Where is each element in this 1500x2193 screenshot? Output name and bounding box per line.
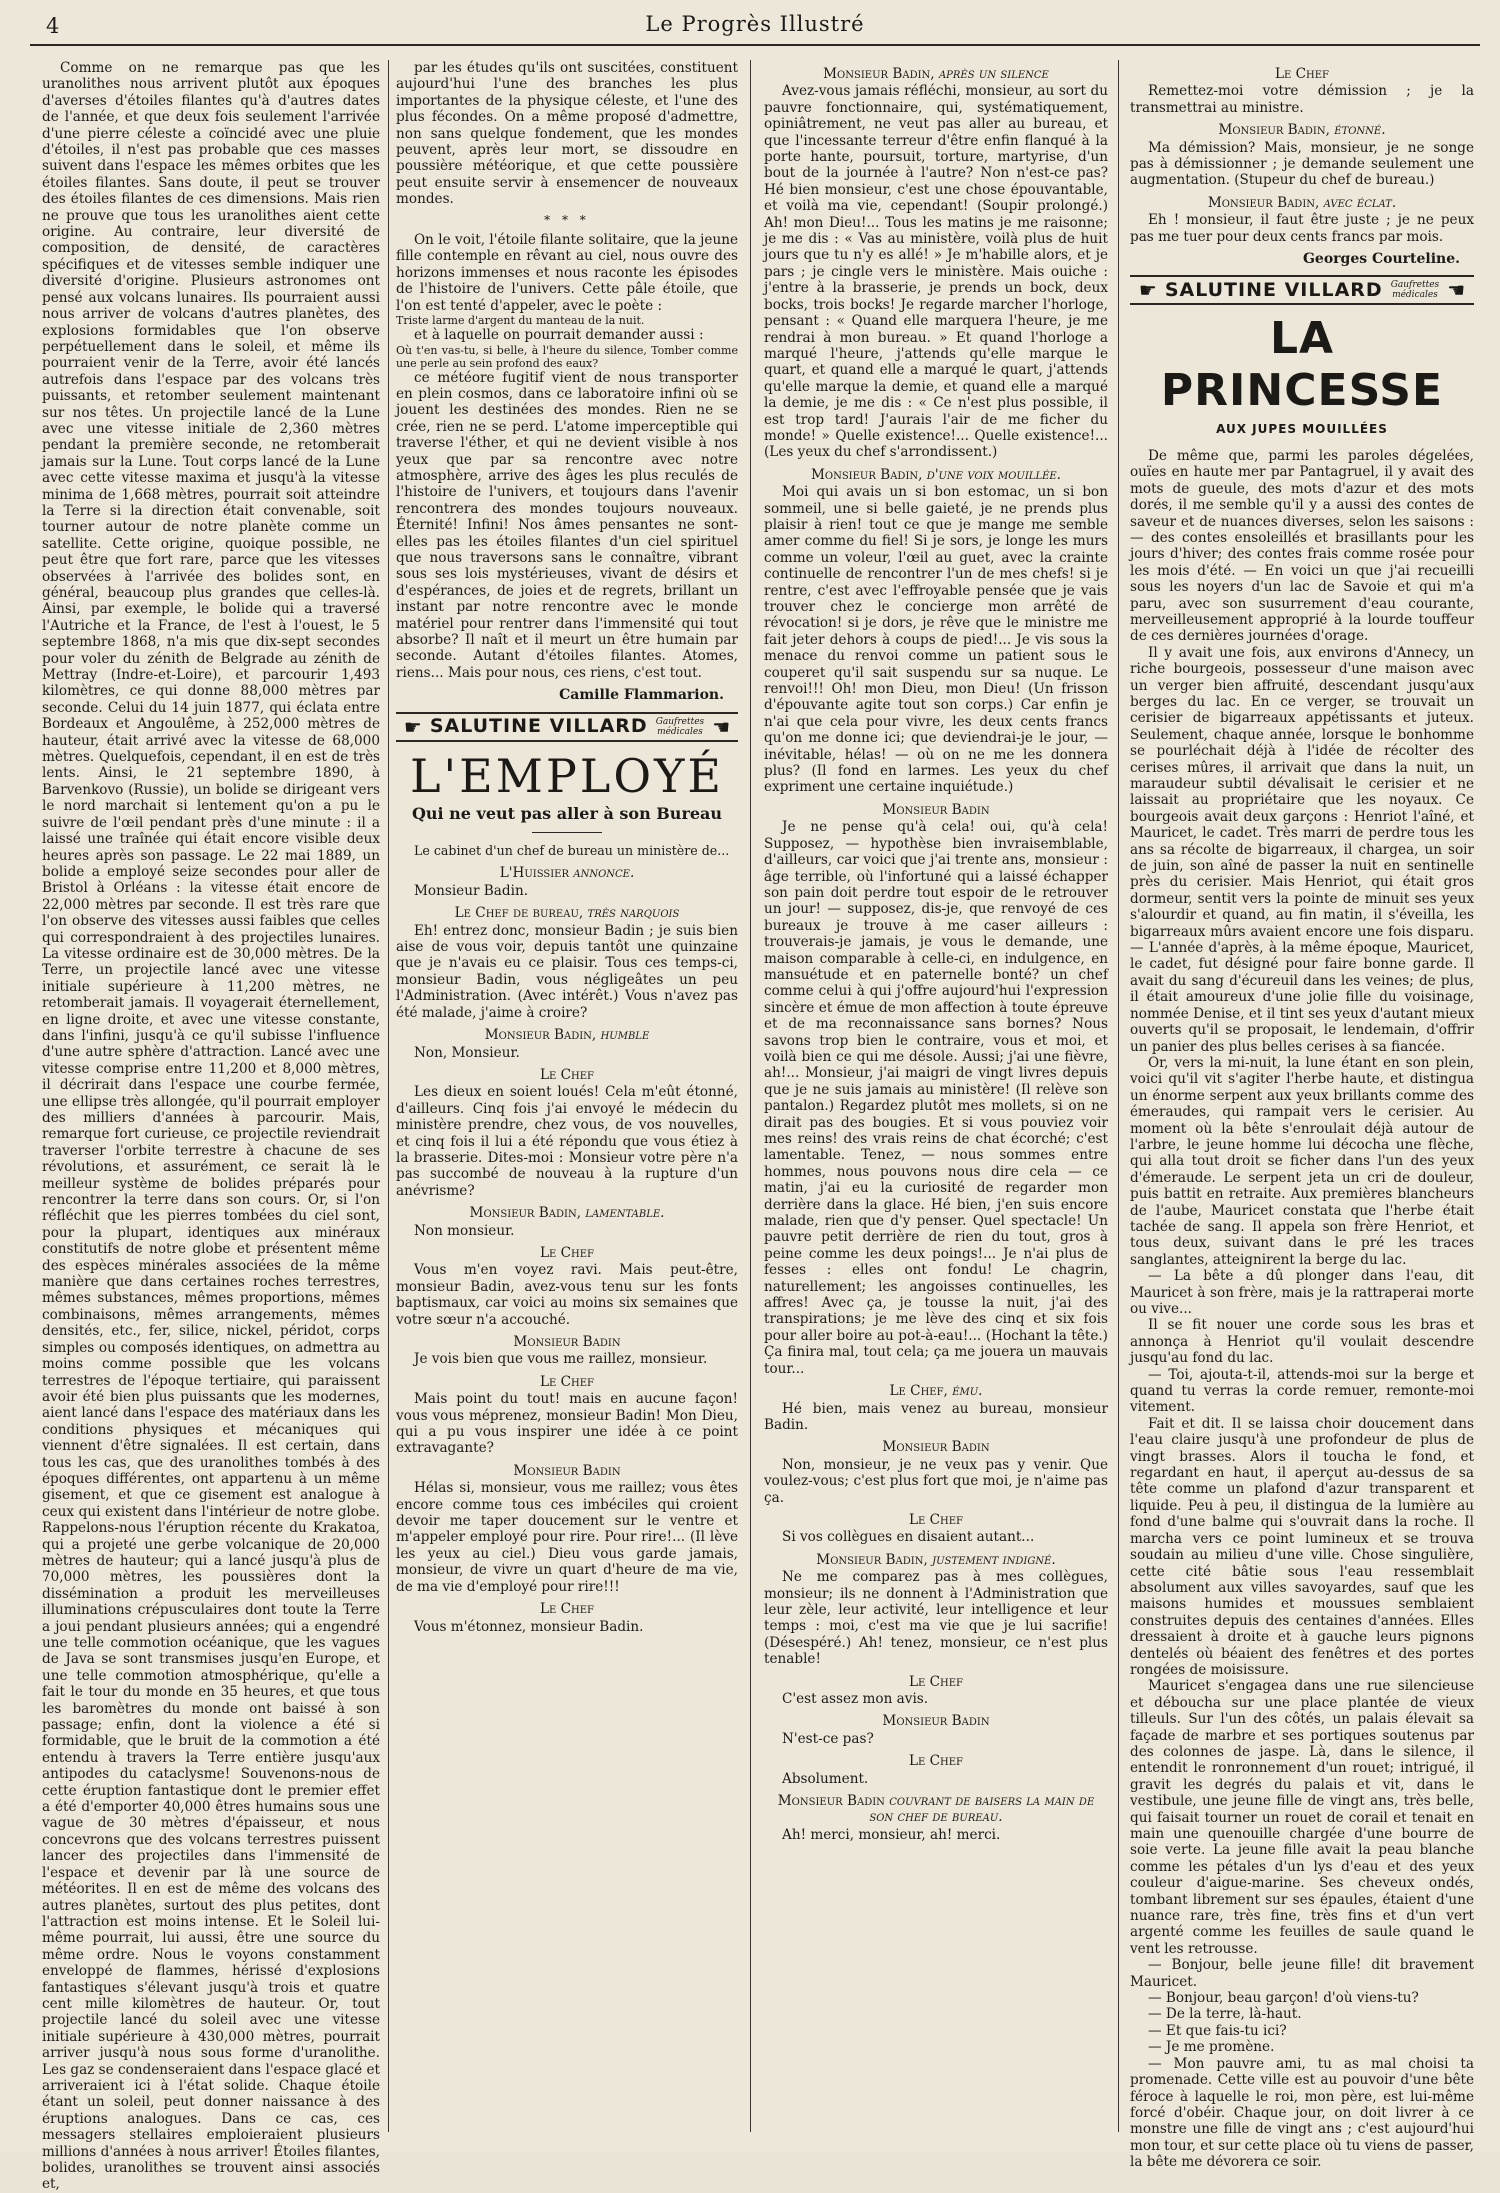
speaker-name xyxy=(764,802,1108,818)
dialogue xyxy=(764,66,1108,1843)
article-body: par les études qu'ils ont suscitées, constituent aujourd'hui l'une des branches les plus importantes de la physique céleste, et l'une des plus fécondes. On a même proposé d'admettre, non sans quelque fondement, que les mondes peuvent, après leur mort, se dissoudre en poussière météorique, et que cette poussière peut ensuite servir à ensemencer de nouveaux mondes. xyxy=(396,60,738,208)
speech-text: Monsieur Badin. xyxy=(414,882,529,899)
speech-text: Si vos collègues en disaient autant... xyxy=(782,1529,1035,1546)
stage-direction: ému. xyxy=(952,1383,983,1400)
speaker-name xyxy=(1130,122,1474,138)
paragraph: Mauricet s'engagea dans une rue silencieuse et déboucha sur une place plantée de vieux tilleuls. Sur l'un des côtés, un palais élevait sa façade de marbre et ses portiques soutenus par des colonnes de jaspe. Là, dans le silence, il entendit le ronronnement d'un rouet; intrigué, il gravit les degrés du palais et vit, dans le vestibule, une jeune fille de vingt ans, très belle, qui faisait tourner un rouet de corail et tenait en main une quenouille chargée d'une bourre de soie verte. La jeune fille avait la peau blanche comme les pétales d'un lys d'eau et des yeux couleur d'aigue-marine. Ses cheveux ondés, tombant librement sur ses épaules, étaient d'une nuance rare, très fine, très fins et d'un vert argenté comme les feuilles de saule quand le vent les retrousse. xyxy=(1130,1678,1474,1957)
stage-direction: très narquois xyxy=(587,905,680,922)
speech-text: Absolument. xyxy=(782,1770,869,1787)
paragraph: Fait et dit. Il se laissa choir doucement dans l'eau claire jusqu'à une profondeur de plus de vingt brasses. Alors il toucha le fond, et regardant en haut, il aperçut au-dessus de sa tête comme un plafond d'azur transparent et liquide. Peu à peu, il distingua de la lumière au fond d'une balme qui s'ouvrait dans la roche. Il marcha vers ce point lumineux et se trouva soudain au milieu d'une ville. Chose singulière, cette cité bâtie sous l'eau ressemblait absolument aux villes savoyardes, sauf que les maisons humides et moussues semblaient construites depuis des centaines d'années. Elles dressaient à droite et à gauche leurs pignons dentelés où béaient des fenêtres et des portes rongées de moisissure. xyxy=(1130,1415,1474,1678)
dialogue xyxy=(1130,66,1474,245)
speech-text: Remettez-moi votre démission ; je la transmettrai au ministre. xyxy=(1130,83,1474,116)
stage-direction: d'une voix mouillée. xyxy=(926,466,1062,483)
speech-text: Hé bien, mais venez au bureau, monsieur Badin. xyxy=(764,1400,1108,1433)
article-body: et à laquelle on pourrait demander aussi : xyxy=(414,327,704,344)
speaker-label: Monsieur Badin, xyxy=(823,66,935,82)
paragraph: Il se fit nouer une corde sous les bras et annonça à Henriot qu'il voulait descendre jusqu'au fond du lac. xyxy=(1130,1317,1474,1367)
speaker-name xyxy=(1130,195,1474,211)
speaker-label: Le Chef xyxy=(908,1673,963,1690)
pointing-hand-icon: ☛ xyxy=(403,714,422,739)
paragraph: — La bête a dû plonger dans l'eau, dit Mauricet à son frère, mais je la rattraperai morte ou vive... xyxy=(1130,1268,1474,1317)
speech-text: Non, monsieur, je ne veux pas y venir. Que voulez-vous; c'est plus fort que moi, je n'aime pas ça. xyxy=(764,1456,1108,1506)
paragraph: — Bonjour, belle jeune fille! dit bravement Mauricet. xyxy=(1130,1957,1474,1990)
speaker-label: Monsieur Badin xyxy=(513,1462,621,1479)
speaker-name xyxy=(764,1713,1108,1729)
article-title: L'EMPLOYÉ xyxy=(409,748,725,803)
ad-subtitle-line: médicales xyxy=(1392,290,1438,301)
speaker-label: Monsieur Badin, xyxy=(810,466,923,483)
stage-direction: annonce. xyxy=(573,865,635,882)
article-subtitle: AUX JUPES MOUILLÉES xyxy=(1216,422,1388,437)
speaker-name xyxy=(764,1674,1108,1690)
speaker-name xyxy=(764,1439,1108,1455)
stage-direction: avec éclat. xyxy=(1323,194,1397,211)
speaker-name xyxy=(396,1205,738,1221)
speech-text: Vous m'étonnez, monsieur Badin. xyxy=(414,1618,644,1635)
speaker-label: Monsieur Badin, xyxy=(484,1027,597,1044)
dialogue xyxy=(396,865,738,1634)
speech-text: Vous m'en voyez ravi. Mais peut-être, monsieur Badin, avez-vous tenu sur les fonts baptismaux, car voici au moins six semaines que votre sœur n'a accouché. xyxy=(396,1262,738,1328)
speaker-label: Monsieur Badin, xyxy=(816,1551,928,1568)
paragraph: — Toi, ajouta-t-il, attends-moi sur la berge et quand tu verras la corde remuer, remonte-moi vitement. xyxy=(1130,1366,1474,1416)
speaker-name xyxy=(396,1245,738,1261)
signature: Camille Flammarion. xyxy=(559,687,724,704)
speech-text: Les dieux en soient loués! Cela m'eût étonné, d'ailleurs. Cinq fois j'ai envoyé le médecin du ministère prendre, chez vous, de vos nouvelles, et cinq fois il lui a été répondu que vous étiez à la brasserie. Dites-moi : Monsieur votre père n'a pas succombé de nouveau à la rupture d'un anévrisme? xyxy=(396,1084,738,1199)
speaker-name xyxy=(764,1512,1108,1528)
article-body: On le voit, l'étoile filante solitaire, que la jeune fille contemple en rêvant au ciel, nous ouvre des horizons immenses et nous raconte les épisodes de l'histoire de l'univers. Cette pâle étoile, que l'on est tenté d'appeler, avec le poète : xyxy=(396,232,738,314)
speech-text: Avez-vous jamais réfléchi, monsieur, au sort du pauvre fonctionnaire, qui, systématiquement, opiniâtrement, ne veut pas aller au bureau, et que l'incessante terreur d'être enfin flanqué à la porte hante, poursuit, torture, martyrise, d'un bout de la journée à l'autre? Non n'est-ce pas? Hé bien monsieur, c'est une chose épouvantable, et voilà ma vie, cependant! (Soupir prolongé.) Ah! mon Dieu!... Tous les matins je me raisonne; je me dis : « Vas au ministère, voilà plus de huit jours que tu n'y es allé! » Je m'habille alors, et je pars ; je cingle vers le ministère. Mais ouiche : j'entre à la brasserie, je prends un bock, deux bocks, trois bocks! Je regarde marcher l'horloge, pensant : « Quand elle marquera l'heure, je me rendrai à mon bureau. » Et quand l'horloge a marqué l'heure, j'attends qu'elle marque le quart, et quand elle a marqué le quart, j'attends qu'elle marque la demie, et quand elle a marqué la demie, je me dis : « Ce n'est plus possible, il est trop tard! J'aurais l'air de me ficher du monde! » Quelle existence!... Quelle existence!... (Les yeux du chef s'arrondissent.) xyxy=(764,83,1108,461)
column-1 xyxy=(42,60,380,2193)
speech-text: C'est assez mon avis. xyxy=(782,1691,929,1707)
speaker-label: Le Chef xyxy=(1274,66,1329,82)
speaker-label: Monsieur Badin, xyxy=(1207,194,1320,211)
speech-text: Je vois bien que vous me raillez, monsieur. xyxy=(414,1351,708,1368)
article-title: LA PRINCESSE xyxy=(1160,313,1444,417)
stage-direction: lamentable. xyxy=(585,1205,665,1222)
speech-text: Mais point du tout! mais en aucune façon! vous vous méprenez, monsieur Badin! Mon Dieu, qui a pu vous inspirer une idée à ce point extravagante? xyxy=(396,1391,738,1457)
speaker-label: Le Chef xyxy=(539,1373,594,1390)
speech-text: Ma démission? Mais, monsieur, je ne songe pas à démissionner ; je demande seulement une augmentation. (Stupeur du chef de bureau.) xyxy=(1130,139,1474,189)
pointing-hand-icon: ☛ xyxy=(1138,278,1157,303)
speech-text: Eh! entrez donc, monsieur Badin ; je suis bien aise de vous voir, depuis tantôt une quinzaine que je n'avais eu ce plaisir. Tous ces temps-ci, monsieur Badin, vous négligeâtes un peu l'Administration. (Avec intérêt.) Vous n'avez pas été malade, j'aime à croire? xyxy=(396,922,738,1021)
paragraph: Or, vers la mi-nuit, la lune étant en son plein, voici qu'il vit s'agiter l'herbe haute, et distingua un énorme serpent aux yeux brillants comme des émeraudes, qui rampait vers le cerisier. Au moment où la bête s'enroulait déjà autour de l'arbre, le jeune homme lui décocha une flèche, qui alla tout droit se ficher dans l'un des yeux d'émeraude. Le serpent jeta un cri de douleur, puis battit en retraite. Aux premières blancheurs de l'aube, Mauricet constata que l'herbe était tachée de sang. Il appela son frère Henriot, et tous deux, suivant dans le pré les traces sanglantes, atteignirent la berge du lac. xyxy=(1130,1054,1474,1268)
speech-text: N'est-ce pas? xyxy=(782,1730,874,1747)
pointing-hand-icon: ☚ xyxy=(1447,278,1466,303)
column-rule xyxy=(1118,60,1119,2132)
speaker-name xyxy=(396,865,738,881)
advertisement-banner xyxy=(396,712,738,742)
speaker-label: Monsieur Badin xyxy=(882,801,990,818)
speaker-label: Le Chef de bureau, xyxy=(454,905,584,922)
advertisement-banner xyxy=(1130,275,1474,305)
speech-text: Eh ! monsieur, il faut être juste ; je ne peux pas me tuer pour deux cents francs par mois. xyxy=(1130,212,1474,245)
paragraph: De même que, parmi les paroles dégelées, ouïes en haute mer par Pantagruel, il y avait des mots de gueule, des mots d'azur et des mots dorés, il me semble qu'il y a aussi des contes de saveur et de nuances diverses, selon les saisons : — des contes ensoleillés et brasillants pour les jours d'hiver; des contes frais comme rosée pour les mois d'été. — En voici un que j'ai recueilli sous les noyers d'un lac de Savoie et qui m'a paru, avec son susurrement d'eau courante, merveilleusement approprié à la lourde touffeur de ces dernières journées d'orage. xyxy=(1130,447,1474,645)
speaker-name xyxy=(764,1552,1108,1568)
paragraph: — Mon pauvre ami, tu as mal choisi ta promenade. Cette ville est au pouvoir d'une bête féroce à laquelle le roi, mon père, est lui-même forcé d'obéir. Chaque jour, on doit livrer à ce monstre une fille de vingt ans ; c'est aujourd'hui mon tour, et sur cette place où tu viens de passer, la bête me dévorera ce soir. xyxy=(1130,2055,1474,2171)
speaker-label: Monsieur Badin, xyxy=(469,1205,582,1222)
speaker-label: Le Chef xyxy=(539,1066,594,1083)
speech-text: Moi qui avais un si bon estomac, un si bon sommeil, une si belle gaieté, je ne prends plus plaisir à rien! tout ce que je mange me semble amer comme du fiel! Si je sors, je longe les murs comme un voleur, l'œil au guet, avec la crainte continuelle de rencontrer l'un de mes chefs! si je rentre, c'est avec l'effroyable pensée que je vais trouver chez le concierge mon arrêté de révocation! si je dors, je rêve que le ministre me fait jeter dehors à coups de pied!... Je vis sous la menace du renvoi comme un patient sous le couperet qu'il sait suspendu sur sa nuque. Le renvoi!!! Oh! mon Dieu, mon Dieu! (Un frisson d'épouvante agite tout son corps.) Car enfin je n'ai que cela pour vivre, les deux cents francs qu'on me donne ici; que deviendrai-je le jour, — inévitable, hélas! — où on ne me les donnera plus? (Il fond en larmes. Les yeux du chef expriment une certaine inquiétude.) xyxy=(764,484,1108,796)
paragraph: — Bonjour, beau garçon! d'où viens-tu? xyxy=(1148,1990,1419,2007)
article-body xyxy=(1130,448,1474,2171)
column-4 xyxy=(1130,60,1474,2171)
column-rule xyxy=(388,60,389,2132)
divider xyxy=(532,832,602,833)
stage-direction: après un silence xyxy=(938,66,1049,82)
speaker-name xyxy=(764,1793,1108,1826)
speaker-label: Monsieur Badin xyxy=(513,1334,621,1350)
stage-direction: étonné. xyxy=(1334,122,1386,139)
separator: * * * xyxy=(544,212,590,227)
ad-subtitle-line: Gaufrettes xyxy=(1390,280,1440,291)
speaker-name xyxy=(396,905,738,921)
paragraph: — Je me promène. xyxy=(1148,2039,1275,2056)
speech-text: Non, Monsieur. xyxy=(414,1044,520,1061)
paragraph: Il y avait une fois, aux environs d'Annecy, un riche bourgeois, possesseur d'une maison avec un verger bien affruité, descendant jusqu'aux berges du lac. En ce verger, se trouvait un cerisier de bigarreaux appétissants et juteux. Seulement, chaque année, lorsque le bonhomme se pourléchait déjà à l'idée de récolter des cerises mûres, il arrivait que dans la nuit, un maraudeur subtil dévalisait le cerisier et ne laissait au propriétaire que les noyaux. Ce bourgeois avait deux garçons : Henriot l'aîné, et Mauricet, le cadet. Très marri de perdre tous les ans sa récolte de bigarreaux, il chargea, un soir de juin, son aîné de passer la nuit en sentinelle près du cerisier. Mais Henriot, qui était gros dormeur, sentit vers la pointe de minuit ses yeux s'alourdir et quand, au fin matin, il s'éveilla, les bigarreaux mûrs avaient encore une fois disparu. — L'année d'après, à la même époque, Mauricet, le cadet, fut désigné pour faire bonne garde. Il avait du sang d'écureuil dans les veines; de plus, il était amoureux d'une jolie fille du voisinage, nommée Denise, et il tint ses yeux d'autant mieux ouverts qu'il se proposait, le lendemain, d'offrir un panier des plus belles cerises à sa fiancée. xyxy=(1130,644,1474,1055)
speaker-label: Monsieur Badin xyxy=(777,1793,885,1810)
column-rule xyxy=(750,60,751,2132)
speaker-name xyxy=(396,1027,738,1043)
column-3 xyxy=(764,60,1108,2138)
speaker-label: Le Chef xyxy=(908,1511,963,1528)
speech-text: Ah! merci, monsieur, ah! merci. xyxy=(782,1826,1001,1843)
article-body: Comme on ne remarque pas que les uranolithes nous arrivent plutôt aux époques d'averses d'étoiles filantes qu'à d'autres dates de l'année, et que deux fois seulement l'arrivée d'une pierre céleste a coïncidé avec une pluie d'étoiles, il n'est pas probable que ces masses suivent dans l'espace les mêmes orbites que les étoiles filantes. Sans doute, il peut se trouver des étoiles filantes de ces dimensions. Mais rien ne prouve que tous les uranolithes aient cette origine. Au contraire, leur diversité de composition, de densité, de caractères spécifiques et de vitesses semble indiquer une diversité d'origine. Plusieurs astronomes ont pensé aux volcans lunaires. Ils pourraient aussi nous arriver de volcans d'autres planètes, des explosions formidables que l'on observe perpétuellement dans le soleil, et même ils pourraient venir de la Terre, avoir été lancés autrefois dans l'espace par des volcans très puissants, et retomber seulement maintenant sur nos têtes. Un projectile lancé de la Lune avec une vitesse initiale de 2,360 mètres pendant la première seconde, ne retomberait jamais sur la Lune. Tout corps lancé de la Lune avec cette vitesse maxima et jusqu'à la vitesse minima de 1,668 mètres, pourrait soit atteindre la Terre si la direction était convenable, soit tourner autour de notre planète comme un satellite. Cette origine, quoique possible, ne peut être que fort rare, parce que les vitesses observées à l'arrivée des bolides sont, en général, beaucoup plus grandes que celles-là. Ainsi, par exemple, le bolide qui a traversé l'Autriche et la France, de l'est à l'ouest, le 5 septembre 1868, n'a mis que dix-sept secondes pour voler du zénith de Belgrade au zénith de Mettray (Indre-et-Loire), et parcourir 1,493 kilomètres, ce qui donne 88,000 mètres par seconde. Celui du 14 juin 1877, qui éclata entre Bordeaux et Angoulême, à 252,000 mètres de hauteur, était arrivé avec la vitesse de 68,000 mètres. Quelquefois, cependant, il en est de très lents. Ainsi, le 21 septembre 1890, à Barvenkovo (Russie), un bolide se dirigeant vers le nord marchait si lentement qu'on a pu le suivre de l'œil pendant près d'une minute : il a laissé une traînée qui était encore visible deux heures après son passage. Le 22 mai 1889, un bolide a employé seize secondes pour aller de Bristol à Orléans : la vitesse était encore de 22,000 mètres par seconde. Il est très rare que l'on observe des vitesses aussi faibles que celles qui correspondraient à des projectiles lunaires. La vitesse ordinaire est de 30,000 mètres. De la Terre, un projectile lancé avec une vitesse initiale supérieure à 11,200 mètres, ne retomberait jamais. Il voyagerait éternellement, en ligne droite, et avec une vitesse constante, dans l'infini, jusqu'à ce qu'il subisse l'influence d'une autre sphère d'attraction. Lancé avec une vitesse comprise entre 11,200 et 8,000 mètres, il décrirait dans l'espace une courbe fermée, une ellipse très allongée, qu'il pourrait employer des milliers d'années à parcourir. Mais, remarque fort curieuse, ce projectile reviendrait traverser l'orbite terrestre à chacune de ses révolutions, et assurément, ce serait là le meilleur système de bolides préparés pour rencontrer la terre dans son cours. Or, si l'on réfléchit que les pierres tombées du ciel sont, pour la plupart, identiques aux minéraux constitutifs de notre globe et présentent même des espèces minérales associées de la même manière que dans certaines roches terrestres, mêmes substances, mêmes proportions, mêmes combinaisons, mêmes arrangements, mêmes densités, etc., fer, silice, nickel, péridot, corps simples ou composés identiques, on admettra au moins comme possible que les volcans terrestres de l'époque tertiaire, qui paraissent avoir été bien plus puissants que les modernes, aient lancé dans l'espace des matériaux dans les conditions physiques et mécaniques qui viennent d'être signalées. Il est certain, dans tous les cas, que des uranolithes tombés à des époques différentes, ont appartenu à un même gisement, et que ce gisement est analogue à ceux qui existent dans l'intérieur de notre globe. Rappelons-nous l'éruption récente du Krakatoa, qui a projeté une gerbe volcanique de 20,000 mètres de hauteur; qui a lancé jusqu'à plus de 70,000 mètres, les poussières dont la dissémination a produit les merveilleuses illuminations crépusculaires dont toute la Terre a joui pendant plusieurs années; qui a engendré une telle commotion océanique, que les vagues de Java se sont transmises jusqu'en Europe, et une telle commotion atmosphérique, qu'elle a fait le tour du monde en 35 heures, et que tous les baromètres du monde ont baissé à son passage; enfin, dont la violence a été si formidable, que le bruit de la commotion a été entendu à travers la Terre entière jusqu'aux antipodes du cataclysme! Souvenons-nous de cette éruption fantastique dont le premier effet a été d'emporter 40,000 êtres humains sous une vague de 30 mètres d'épaisseur, et nous concevrons que des volcans terrestres puissent lancer des projectiles dans l'immensité de l'espace et devenir par là une source de météorites. Il en est de même des volcans des autres planètes, surtout des plus petites, dont l'attraction est moins intense. Et le Soleil lui-même pourrait, lui aussi, être une source du même ordre. Nous le voyons constamment enveloppé de flammes, hérissé d'explosions fantastiques s'élevant jusqu'à trois et quatre cent mille kilomètres de hauteur. Or, tout projectile lancé du soleil avec une vitesse initiale supérieure à 430,000 mètres, pourrait arriver jusqu'à nous sous forme d'uranolithe. Les gaz se condenseraient dans l'espace glacé et arriveraient ici à l'état solide. Chaque étoile étant un soleil, peut donner naissance à des éruptions analogues. Dans ce cas, ces messagers stellaires emploieraient plusieurs millions d'années à nous arriver! Étoiles filantes, bolides, uranolithes se trouvent ainsi associés et, xyxy=(42,60,380,2193)
ad-brand: SALUTINE VILLARD xyxy=(429,715,648,738)
speaker-name xyxy=(764,66,1108,82)
stage-direction: humble xyxy=(600,1027,650,1044)
speaker-name xyxy=(396,1374,738,1390)
verse: Où t'en vas-tu, si belle, à l'heure du silence, Tomber comme une perle au sein profond des eaux? xyxy=(396,343,738,370)
ad-subtitle xyxy=(656,717,705,737)
speaker-label: Monsieur Badin, xyxy=(1218,122,1330,139)
speaker-label: L'Huissier xyxy=(499,865,570,882)
speaker-label: Monsieur Badin xyxy=(882,1713,990,1730)
speaker-label: Le Chef xyxy=(539,1601,594,1618)
journal-title: Le Progrès Illustré xyxy=(645,12,865,36)
speaker-name xyxy=(396,1463,738,1479)
ad-brand: SALUTINE VILLARD xyxy=(1164,279,1383,302)
page-number: 4 xyxy=(46,14,60,38)
signature: Georges Courteline. xyxy=(1302,251,1460,268)
article-subtitle: Qui ne veut pas aller à son Bureau xyxy=(411,803,723,823)
speaker-name xyxy=(764,467,1108,483)
stage-direction: justement indigné. xyxy=(932,1551,1056,1568)
speaker-name xyxy=(396,1067,738,1083)
stage-direction: couvrant de baisers la main de son chef de bureau. xyxy=(869,1793,1095,1826)
verse: Triste larme d'argent du manteau de la nuit. xyxy=(396,314,645,328)
speaker-name xyxy=(764,1753,1108,1769)
speech-text: Ne me comparez pas à mes collègues, monsieur; ils ne donnent à l'Administration que leur zèle, leur activité, leur intelligence et leur temps : moi, c'est ma vie que je lui sacrifie! (Désespéré.) Ah! tenez, monsieur, ce n'est plus tenable! xyxy=(764,1569,1108,1668)
ad-subtitle-line: médicales xyxy=(657,726,703,737)
speaker-name xyxy=(396,1601,738,1617)
pointing-hand-icon: ☚ xyxy=(712,714,731,739)
speaker-label: Le Chef xyxy=(539,1244,594,1261)
stage-direction: Le cabinet d'un chef de bureau un ministère de... xyxy=(414,843,730,859)
speaker-name xyxy=(1130,66,1474,82)
column-2 xyxy=(396,60,738,2138)
article-body: ce météore fugitif vient de nous transporter en plein cosmos, dans ce laboratoire infini où se jouent les destinées des mondes. Rien ne se crée, rien ne se perd. L'atome imperceptible qui traverse l'éther, et qui ne devient visible à nos yeux que par sa rencontre avec notre atmosphère, arrive des âges les plus reculés de l'histoire de l'univers, et toujours dans l'avenir rencontrera des mondes toujours nouveaux. Éternité! Infini! Nos âmes pensantes ne sont-elles pas les étoiles filantes d'un ciel spirituel que nous traversons sans le connaître, vibrant sous ses lois mystérieuses, vivant de désirs et d'espérances, de joies et de regrets, brillant un instant par notre rencontre avec le monde matériel pour rentrer dans l'immensité qui tout absorbe? Il naît et il meurt un être humain par seconde. Autant d'étoiles filantes. Atomes, riens... Mais pour nous, ces riens, c'est tout. xyxy=(396,369,738,681)
speaker-name xyxy=(396,1334,738,1350)
ad-subtitle xyxy=(1391,280,1440,300)
page-header xyxy=(30,8,1480,46)
paragraph: — De la terre, là-haut. xyxy=(1148,2006,1302,2023)
speech-text: Non monsieur. xyxy=(414,1222,515,1239)
speech-text: Je ne pense qu'à cela! oui, qu'à cela! Supposez, — hypothèse bien invraisemblable, d'ailleurs, car voici que j'ai trente ans, monsieur : âge terrible, où l'infortuné qui a laissé échapper son pain doit perdre tout espoir de le retrouver un jour! — supposez, dis-je, que renvoyé de ces bureaux je trouve à me caser ailleurs : trouverais-je jamais, je vous le demande, une maison comparable à celle-ci, en indulgence, en mansuétude et en paternelle bonté? un chef comme celui à qui j'offre aujourd'hui l'expression sincère et émue de mon affection à toute épreuve et de ma reconnaissance sans bornes? Nous savons trop bien le contraire, vous et moi, et voilà bien ce qui me désole. Aussi; j'ai une fièvre, ah!... Monsieur, j'ai maigri de vingt livres depuis que je ne suis jamais au ministère! (Il relève son pantalon.) Regardez plutôt mes mollets, si on ne dirait pas des bougies. Et si vous pouviez voir mes reins! des vrais reins de chat écorché; c'est lamentable. Tenez, — nous sommes entre hommes, nous pouvons nous dire cela — ce matin, j'ai eu la curiosité de regarder mon derrière dans la glace. Hé bien, j'en suis encore malade, rien que d'y penser. Quel spectacle! Un pauvre petit derrière de rien du tout, gros à peine comme les deux poings!... Je n'ai plus de fesses : elles ont fondu! Le chagrin, naturellement; les angoisses continuelles, les affres! Avec ça, je tousse la nuit, j'ai des transpirations; je me lève des cinq et six fois pour aller boire au pot-à-eau!... (Hochant la tête.) Ça finira mal, tout cela; ça me jouera un mauvais tour... xyxy=(764,819,1108,1377)
paragraph: — Et que fais-tu ici? xyxy=(1148,2022,1287,2039)
speech-text: Hélas si, monsieur, vous me raillez; vous êtes encore comme tous ces imbéciles qui croient devoir me taper doucement sur le ventre et m'appeler employé pour rire. Pour rire!... (Il lève les yeux au ciel.) Dieu vous garde jamais, monsieur, de vivre un quart d'heure de ma vie, de ma vie d'employé pour rire!!! xyxy=(396,1480,738,1595)
speaker-name xyxy=(764,1383,1108,1399)
speaker-label: Le Chef, xyxy=(889,1383,948,1400)
speaker-label: Monsieur Badin xyxy=(882,1439,990,1456)
speaker-label: Le Chef xyxy=(908,1753,963,1770)
ad-subtitle-line: Gaufrettes xyxy=(655,716,705,727)
